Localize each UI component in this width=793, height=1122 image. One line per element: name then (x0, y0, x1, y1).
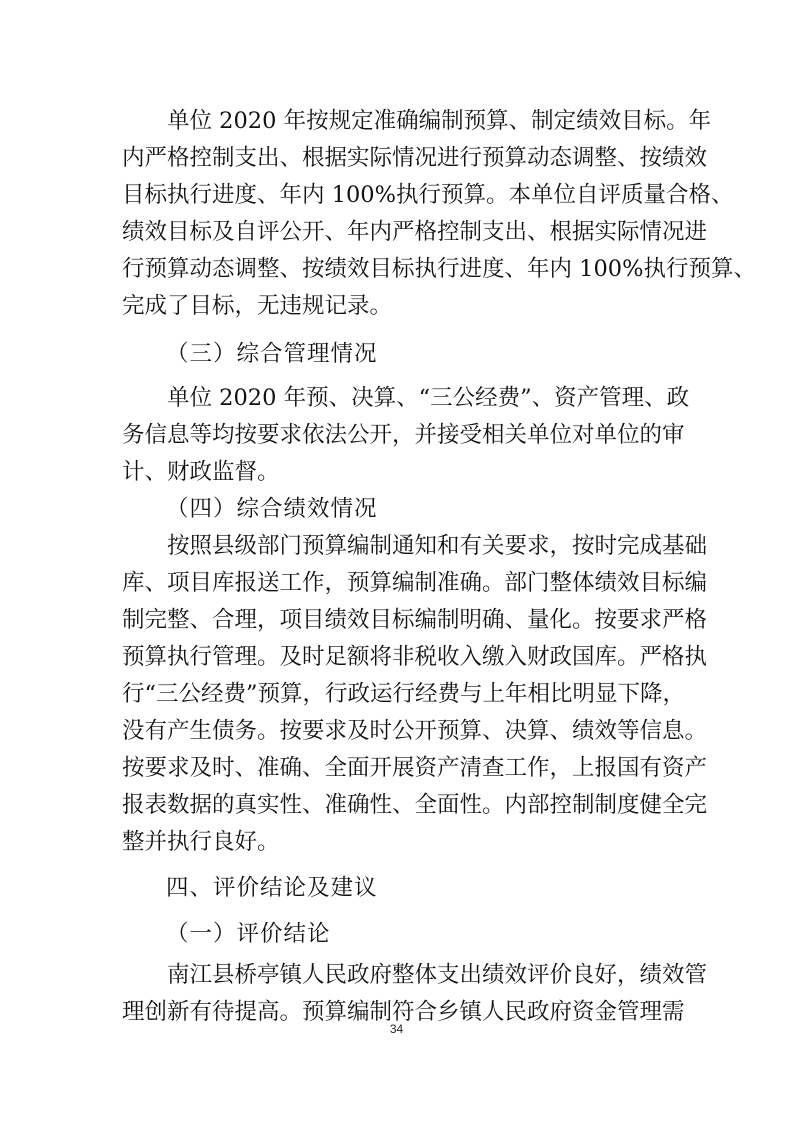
paragraph-line: 计、财政监督。 (122, 459, 280, 485)
paragraph-line: 报表数据的真实性、准确性、全面性。内部控制制度健全完 (122, 792, 708, 818)
section-heading-3: （三）综合管理情况 (166, 341, 378, 367)
paragraph-line: 整并执行良好。 (122, 829, 280, 855)
paragraph-line: 绩效目标及自评公开、年内严格控制支出、根据实际情况进 (122, 219, 708, 245)
paragraph-line: 制完整、合理，项目绩效目标编制明确、量化。按要求严格 (122, 607, 708, 633)
paragraph-line: 单位 2020 年按规定准确编制预算、制定绩效目标。年 (167, 108, 712, 134)
paragraph-line: 南江县桥亭镇人民政府整体支出绩效评价良好，绩效管 (167, 962, 708, 988)
paragraph-line: 完成了目标，无违规记录。 (122, 293, 393, 319)
paragraph-line: 库、项目库报送工作，预算编制准确。部门整体绩效目标编 (122, 570, 708, 596)
paragraph-line: 没有产生债务。按要求及时公开预算、决算、绩效等信息。 (122, 718, 708, 744)
paragraph-line: 行预算动态调整、按绩效目标执行进度、年内 100%执行预算、 (122, 256, 756, 282)
paragraph-line: 务信息等均按要求依法公开，并接受相关单位对单位的审 (122, 422, 685, 448)
paragraph-line: 目标执行进度、年内 100%执行预算。本单位自评质量合格、 (122, 182, 734, 208)
page-number: 34 (389, 1022, 404, 1036)
paragraph-line: 内严格控制支出、根据实际情况进行预算动态调整、按绩效 (122, 145, 708, 171)
paragraph-line: 理创新有待提高。预算编制符合乡镇人民政府资金管理需 (122, 999, 685, 1025)
paragraph-line: 按要求及时、准确、全面开展资产清查工作，上报国有资产 (122, 755, 708, 781)
paragraph-line: 按照县级部门预算编制通知和有关要求，按时完成基础 (167, 533, 708, 559)
paragraph-line: 行“三公经费”预算，行政运行经费与上年相比明显下降， (122, 681, 686, 707)
section-heading-4: （四）综合绩效情况 (166, 496, 378, 522)
section-heading-1: （一）评价结论 (166, 921, 331, 947)
paragraph-line: 单位 2020 年预、决算、“三公经费”、资产管理、政 (167, 385, 690, 411)
paragraph-line: 预算执行管理。及时足额将非税收入缴入财政国库。严格执 (122, 644, 708, 670)
chapter-heading-4: 四、评价结论及建议 (166, 875, 378, 901)
